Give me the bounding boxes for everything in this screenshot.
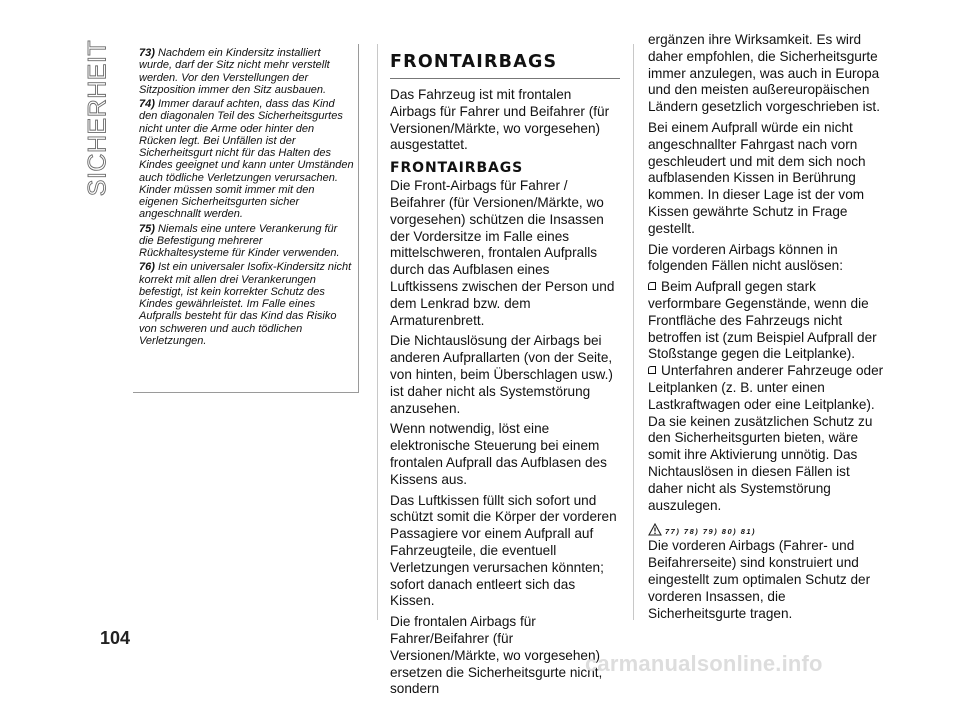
body-paragraph: Die vorderen Airbags können in folgenden Fällen nicht auslösen: bbox=[648, 241, 843, 274]
column-three bbox=[648, 30, 884, 626]
warning-reference-numbers: 77) 78) 79) 80) 81) bbox=[665, 527, 757, 537]
intro-paragraph: Das Fahrzeug ist mit frontalen Airbags für Fahrer und Beifahrer (für Versionen/Märkte, wo vorgesehen) ausgestattet. bbox=[390, 87, 610, 153]
body-paragraph: ergänzen ihre Wirksamkeit. Es wird daher empfohlen, die Sicherheitsgurte immer anzulegen, was auch in Europa und den meisten außereuropäischen Ländern gesetzlich vorgeschrieben ist. bbox=[648, 32, 880, 115]
section-side-tab bbox=[83, 39, 112, 197]
warning-note bbox=[139, 98, 354, 221]
section-heading: FRONTAIRBAGS bbox=[390, 52, 620, 79]
section-title: SICHERHEIT bbox=[83, 39, 112, 197]
list-item bbox=[648, 279, 884, 363]
warning-references bbox=[648, 514, 884, 536]
bullet-icon bbox=[648, 282, 656, 290]
warning-number: 76) bbox=[139, 261, 155, 274]
warning-note bbox=[139, 261, 354, 347]
warning-number: 75) bbox=[139, 222, 155, 235]
warning-note bbox=[139, 223, 354, 260]
warning-number: 74) bbox=[139, 98, 155, 110]
column-two bbox=[390, 52, 620, 702]
warning-notes-box bbox=[133, 44, 359, 393]
list-item bbox=[648, 363, 884, 514]
column-divider bbox=[377, 44, 378, 620]
body-paragraph: Die frontalen Airbags für Fahrer/Beifahrer (für Versionen/Märkte, wo vorgesehen) ersetzen die Sicherheitsgurte nicht, sondern bbox=[390, 614, 603, 697]
watermark-text: carmanualsonline.info bbox=[585, 651, 823, 676]
list-item-text: Unterfahren anderer Fahrzeuge oder Leitplanken (z. B. unter einen Lastkraftwagen oder eine Leitplanke). Da sie keinen zusätzlichen Schutz zu den Sicherheitsgurten bieten, wäre somit ihre Aktivierung unnötig. Das Nichtauslösen in diesen Fällen ist daher nicht als Systemstörung auszulegen. bbox=[648, 363, 884, 513]
column-divider bbox=[633, 44, 634, 620]
warning-text: Nachdem ein Kindersitz installiert wurde, darf der Sitz nicht mehr verstellt werden. Vor den Verstellungen der Sitzposition immer den Sitz ausbauen. bbox=[139, 47, 330, 96]
warning-number: 73) bbox=[139, 47, 155, 59]
warning-text: Ist ein universaler Isofix-Kindersitz nicht korrekt mit allen drei Verankerungen befestigt, ist kein korrekter Schutz des Kindes gewährleistet. Im Falle eines Aufpralls besteht für das Kind das Risiko von schweren und auch tödlichen Verletzungen. bbox=[139, 261, 352, 347]
page-number: 104 bbox=[100, 628, 131, 648]
body-paragraph: Bei einem Aufprall würde ein nicht angeschnallter Fahrgast nach vorn geschleudert und mit dem sich noch aufblasenden Kissen in Berührung kommen. In dieser Lage ist der vom Kissen gewährte Schutz in Frage gestellt. bbox=[648, 119, 866, 236]
bullet-icon bbox=[648, 366, 656, 374]
body-paragraph: Wenn notwendig, löst eine elektronische Steuerung bei einem frontalen Aufprall das Aufblasen des Kissens aus. bbox=[390, 421, 607, 487]
body-paragraph: Die Nichtauslösung der Airbags bei anderen Aufprallarten (von der Seite, von hinten, beim Überschlagen usw.) ist daher nicht als Systemstörung anzusehen. bbox=[390, 333, 613, 416]
warning-triangle-icon bbox=[648, 523, 662, 536]
warning-text: Immer darauf achten, dass das Kind den diagonalen Teil des Sicherheitsgurtes nicht unter die Arme oder hinter den Rücken legt. Bei Unfällen ist der Sicherheitsgurt nicht für das Halten des Kindes geeignet und kann unter Umständen auch tödliche Verletzungen verursachen. Kinder müssen somit immer mit den eigenen Sicherheitsgurten sicher angeschnallt werden. bbox=[139, 98, 354, 221]
sub-heading: FRONTAIRBAGS bbox=[390, 160, 524, 177]
body-paragraph: Die vorderen Airbags (Fahrer- und Beifahrerseite) sind konstruiert und eingestellt zum optimalen Schutz der vorderen Insassen, die Sicherheitsgurte tragen. bbox=[648, 538, 871, 621]
warning-note bbox=[139, 47, 354, 96]
warning-text: Niemals eine untere Verankerung für die Befestigung mehrerer Rückhaltesysteme für Kinder verwenden. bbox=[139, 222, 340, 259]
list-item-text: Beim Aufprall gegen stark verformbare Gegenstände, wenn die Frontfläche des Fahrzeugs nicht betroffen ist (zum Beispiel Aufprall der Stoßstange gegen die Leitplanke). bbox=[648, 279, 877, 362]
body-paragraph: Das Luftkissen füllt sich sofort und schützt somit die Körper der vorderen Passagiere vor einem Aufprall auf Fahrzeugteile, die eventuell Verletzungen verursachen könnten; sofort danach entleert sich das Kissen. bbox=[390, 492, 617, 609]
body-paragraph: Die Front-Airbags für Fahrer / Beifahrer (für Versionen/Märkte, wo vorgesehen) schützen die Insassen der Vordersitze im Falle eines mittelschweren, frontalen Aufpralls durch das Aufblasen eines Luftkissens zwischen der Person und dem Lenkrad bzw. dem Armaturenbrett. bbox=[390, 178, 615, 328]
